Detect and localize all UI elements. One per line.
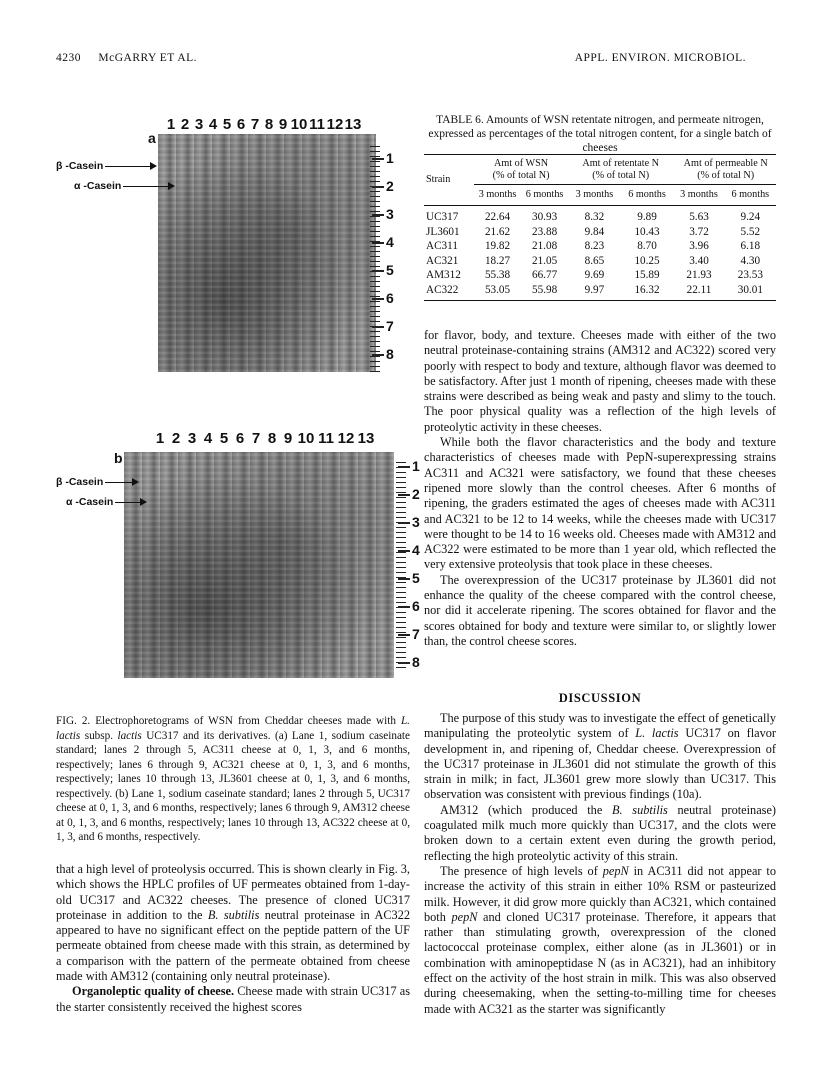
lane-label: 2 — [171, 430, 181, 447]
lane-label: 7 — [250, 116, 260, 133]
figure-caption: FIG. 2. Electrophoretograms of WSN from Cheddar cheeses made with L. lactis subsp. lactis UC317 and its derivatives. (a) Lane 1, sodium caseinate standard; lanes 2 through 5, AC311 cheese at 0, 1, 3, and 6 months, respectively; lanes 6 through 9, AC321 cheese at 0, 1, 3, and 6 months, respectively; lanes 10 through 13, JL3601 cheese at 0, 1, 3, and 6 months, respectively. (b) Lane 1, sodium caseinate standard; lanes 2 through 5, UC317 cheese at 0, 1, 3, and 6 months, respectively; lanes 6 through 9, AM312 cheese at 0, 1, 3, and 6 months, respectively; lanes 10 through 13, AC322 cheese at 0, 1, 3, and 6 months, respectively. — [56, 715, 410, 843]
paragraph: for flavor, body, and texture. Cheeses made with either of the two neutral proteinase-containing strains (AM312 and AC322) scored very poorly with respect to body and texture, although flavor was deemed to be satisfactory. After just 1 month of ripening, cheeses made with these strains were described as being weak and pasty and slimy to the touch. The poor physical quality was a reflection of the high levels of proteolytic activity in these cheeses. — [424, 328, 776, 434]
lane-label: 6 — [235, 430, 245, 447]
paragraph: The presence of high levels of pepN in AC311 did not appear to increase the activity of this strain in either 10% RSM or pasteurized milk. However, it did grow more quickly than AC321, which contained both pepN and cloned UC317 proteinase. Therefore, it appears that rather than stimulating growth, overexpression of the cloned lactococcal proteinase complex, either alone (as in JL3601) or in combination with aminopeptidase N (as in AC321), had an inhibitory effect on the activity of the host strain in milk. This was also observed during cheesemaking, when the setting-to-milling time for cheeses made with AC321 as the starter was significantly — [424, 863, 777, 1016]
ruler-mark: 6 — [412, 598, 420, 614]
table-row: UC317 22.64 30.93 8.32 9.89 5.63 9.24 — [426, 211, 761, 223]
lane-label: 1 — [155, 430, 165, 447]
paragraph: The overexpression of the UC317 proteinase by JL3601 did not enhance the quality of the cheese compared with the control cheese, nor did it accelerate ripening. The scores obtained for flavor and the scores obtained for body and texture were similar to, or slightly lower than, the control cheese scores. — [424, 572, 776, 648]
ruler-mark: 5 — [386, 262, 394, 278]
lane-label: 7 — [251, 430, 261, 447]
left-column-text — [56, 862, 410, 1015]
table-header-strain: Strain — [424, 155, 474, 206]
lane-label: 11 — [318, 430, 334, 447]
table-row: AC321 18.27 21.05 8.65 10.25 3.40 4.30 — [426, 254, 761, 267]
ruler-mark: 7 — [386, 318, 394, 334]
ruler-mark: 2 — [386, 178, 394, 194]
paragraph: AM312 (which produced the B. subtilis neutral proteinase) coagulated milk much more quickly than UC317, and the clots were broken down to a certain extent even during the growth period, reflecting the high proteolytic activity of this strain. — [424, 802, 776, 863]
table-sub-header: 3 months — [568, 185, 621, 206]
ruler-a — [386, 142, 422, 372]
table-title: TABLE 6. Amounts of WSN retentate nitrogen, and permeate nitrogen, expressed as percentages of the total nitrogen content, for a single batch of cheeses — [428, 114, 772, 154]
lane-label: 6 — [236, 116, 246, 133]
ruler-mark: 4 — [386, 234, 394, 250]
lane-label: 11 — [309, 116, 325, 133]
paragraph: Organoleptic quality of cheese. Cheese made with strain UC317 as the starter consistently received the highest scores — [56, 984, 410, 1014]
lane-label: 10 — [297, 430, 315, 447]
ruler-mark: 5 — [412, 570, 420, 586]
ruler-mark: 3 — [412, 514, 420, 530]
table-sub-header: 6 months — [725, 185, 776, 206]
table-sub-header: 6 months — [521, 185, 568, 206]
table-row: AC311 19.82 21.08 8.23 8.70 3.96 6.18 — [426, 240, 761, 252]
panel-letter-b: b — [114, 450, 123, 466]
table-sub-header: 3 months — [673, 185, 724, 206]
paragraph: While both the flavor characteristics and the body and texture characteristics of cheeses made with PepN-superexpressing strains AC311 and AC321 were satisfactory, we found that these cheeses ripened more slowly than the control cheeses. After 6 months of ripening, the graders estimated the ages of cheeses made with AC311 and AC321 to be 12 to 14 weeks, while the cheeses made with UC317 were thought to be 14 to 16 weeks old. Cheeses made with AM312 and AC322 were estimated to be more than 1 year old, which reflected the very extensive proteolysis that took place in these cheeses. — [424, 435, 776, 572]
lane-label: 9 — [283, 430, 293, 447]
lane-labels-b — [152, 430, 388, 447]
journal-name: APPL. ENVIRON. MICROBIOL. — [574, 52, 746, 64]
lane-label: 8 — [264, 116, 274, 133]
lane-label: 9 — [278, 116, 288, 133]
ruler-mark: 3 — [386, 206, 394, 222]
lane-label: 5 — [222, 116, 232, 133]
panel-letter-a: a — [148, 130, 156, 146]
table-group-header: Amt of WSN (% of total N) — [474, 155, 568, 185]
table-row: JL3601 21.62 23.88 9.84 10.43 3.72 5.52 — [426, 225, 761, 238]
lane-label: 12 — [326, 116, 344, 133]
lane-label: 2 — [180, 116, 190, 133]
gel-panel-b — [56, 428, 420, 678]
ruler-mark: 7 — [412, 626, 420, 642]
ruler-mark: 2 — [412, 486, 420, 502]
lane-label: 3 — [194, 116, 204, 133]
lane-label: 13 — [344, 116, 362, 133]
table-sub-header: 6 months — [621, 185, 674, 206]
ruler-mark: 6 — [386, 290, 394, 306]
gel-panel-a — [56, 112, 410, 374]
running-header-left — [56, 52, 197, 64]
alpha-casein-label-b: α -Casein — [66, 496, 145, 508]
section-heading: DISCUSSION — [558, 691, 642, 705]
beta-casein-label-b: β -Casein — [56, 476, 137, 488]
ruler-mark: 1 — [412, 458, 420, 474]
table-row: AC322 53.05 55.98 9.97 16.32 22.11 30.01 — [424, 283, 776, 301]
lane-label: 8 — [267, 430, 277, 447]
beta-casein-label-a: β -Casein — [56, 160, 155, 172]
subsection-heading: Organoleptic quality of cheese. — [72, 984, 235, 999]
gel-image-a — [158, 134, 376, 372]
lane-labels-a — [164, 116, 370, 133]
ruler-mark: 4 — [412, 542, 420, 558]
table-row: AM312 55.38 66.77 9.69 15.89 21.93 23.53 — [426, 269, 763, 281]
gel-image-b — [124, 452, 394, 678]
lane-label: 10 — [290, 116, 308, 133]
ruler-mark: 8 — [412, 654, 420, 670]
ruler-mark: 8 — [386, 346, 394, 362]
running-authors: McGARRY ET AL. — [98, 52, 198, 64]
discussion-text — [424, 711, 776, 1017]
lane-label: 1 — [166, 116, 176, 133]
lane-label: 3 — [187, 430, 197, 447]
page-number: 4230 — [56, 52, 81, 64]
paragraph: that a high level of proteolysis occurred. This is shown clearly in Fig. 3, which shows the HPLC profiles of UF permeates obtained from 1-day-old UC317 and AC322 cheeses. The presence of cloned UC317 proteinase in addition to the B. subtilis neutral proteinase in AC322 appeared to have no significant effect on the peptide pattern of the UF permeate obtained from cheese made with this strain, as determined by a comparison with the pattern of the permeate obtained from cheese made with AM312 (containing only neutral proteinase). — [56, 862, 410, 984]
data-table — [424, 154, 776, 301]
lane-label: 12 — [337, 430, 355, 447]
table-group-header: Amt of retentate N (% of total N) — [568, 155, 673, 185]
table-sub-header: 3 months — [474, 185, 521, 206]
lane-label: 5 — [219, 430, 229, 447]
lane-label: 4 — [208, 116, 218, 133]
lane-label: 4 — [203, 430, 213, 447]
right-column-text — [424, 328, 776, 649]
table-group-header: Amt of permeable N (% of total N) — [673, 155, 776, 185]
ruler-mark: 1 — [386, 150, 394, 166]
paragraph: The purpose of this study was to investigate the effect of genetically manipulating the proteolytic system of L. lactis UC317 on flavor development in, and ripening of, Cheddar cheese. Overexpression of the UC317 proteinase in JL3601 did not stimulate the growth of this strain in milk; in fact, JL3601 grew more slowly than UC317. This observation was consistent with previous findings (10a). — [424, 711, 776, 802]
alpha-casein-label-a: α -Casein — [74, 180, 173, 192]
lane-label: 13 — [357, 430, 375, 447]
